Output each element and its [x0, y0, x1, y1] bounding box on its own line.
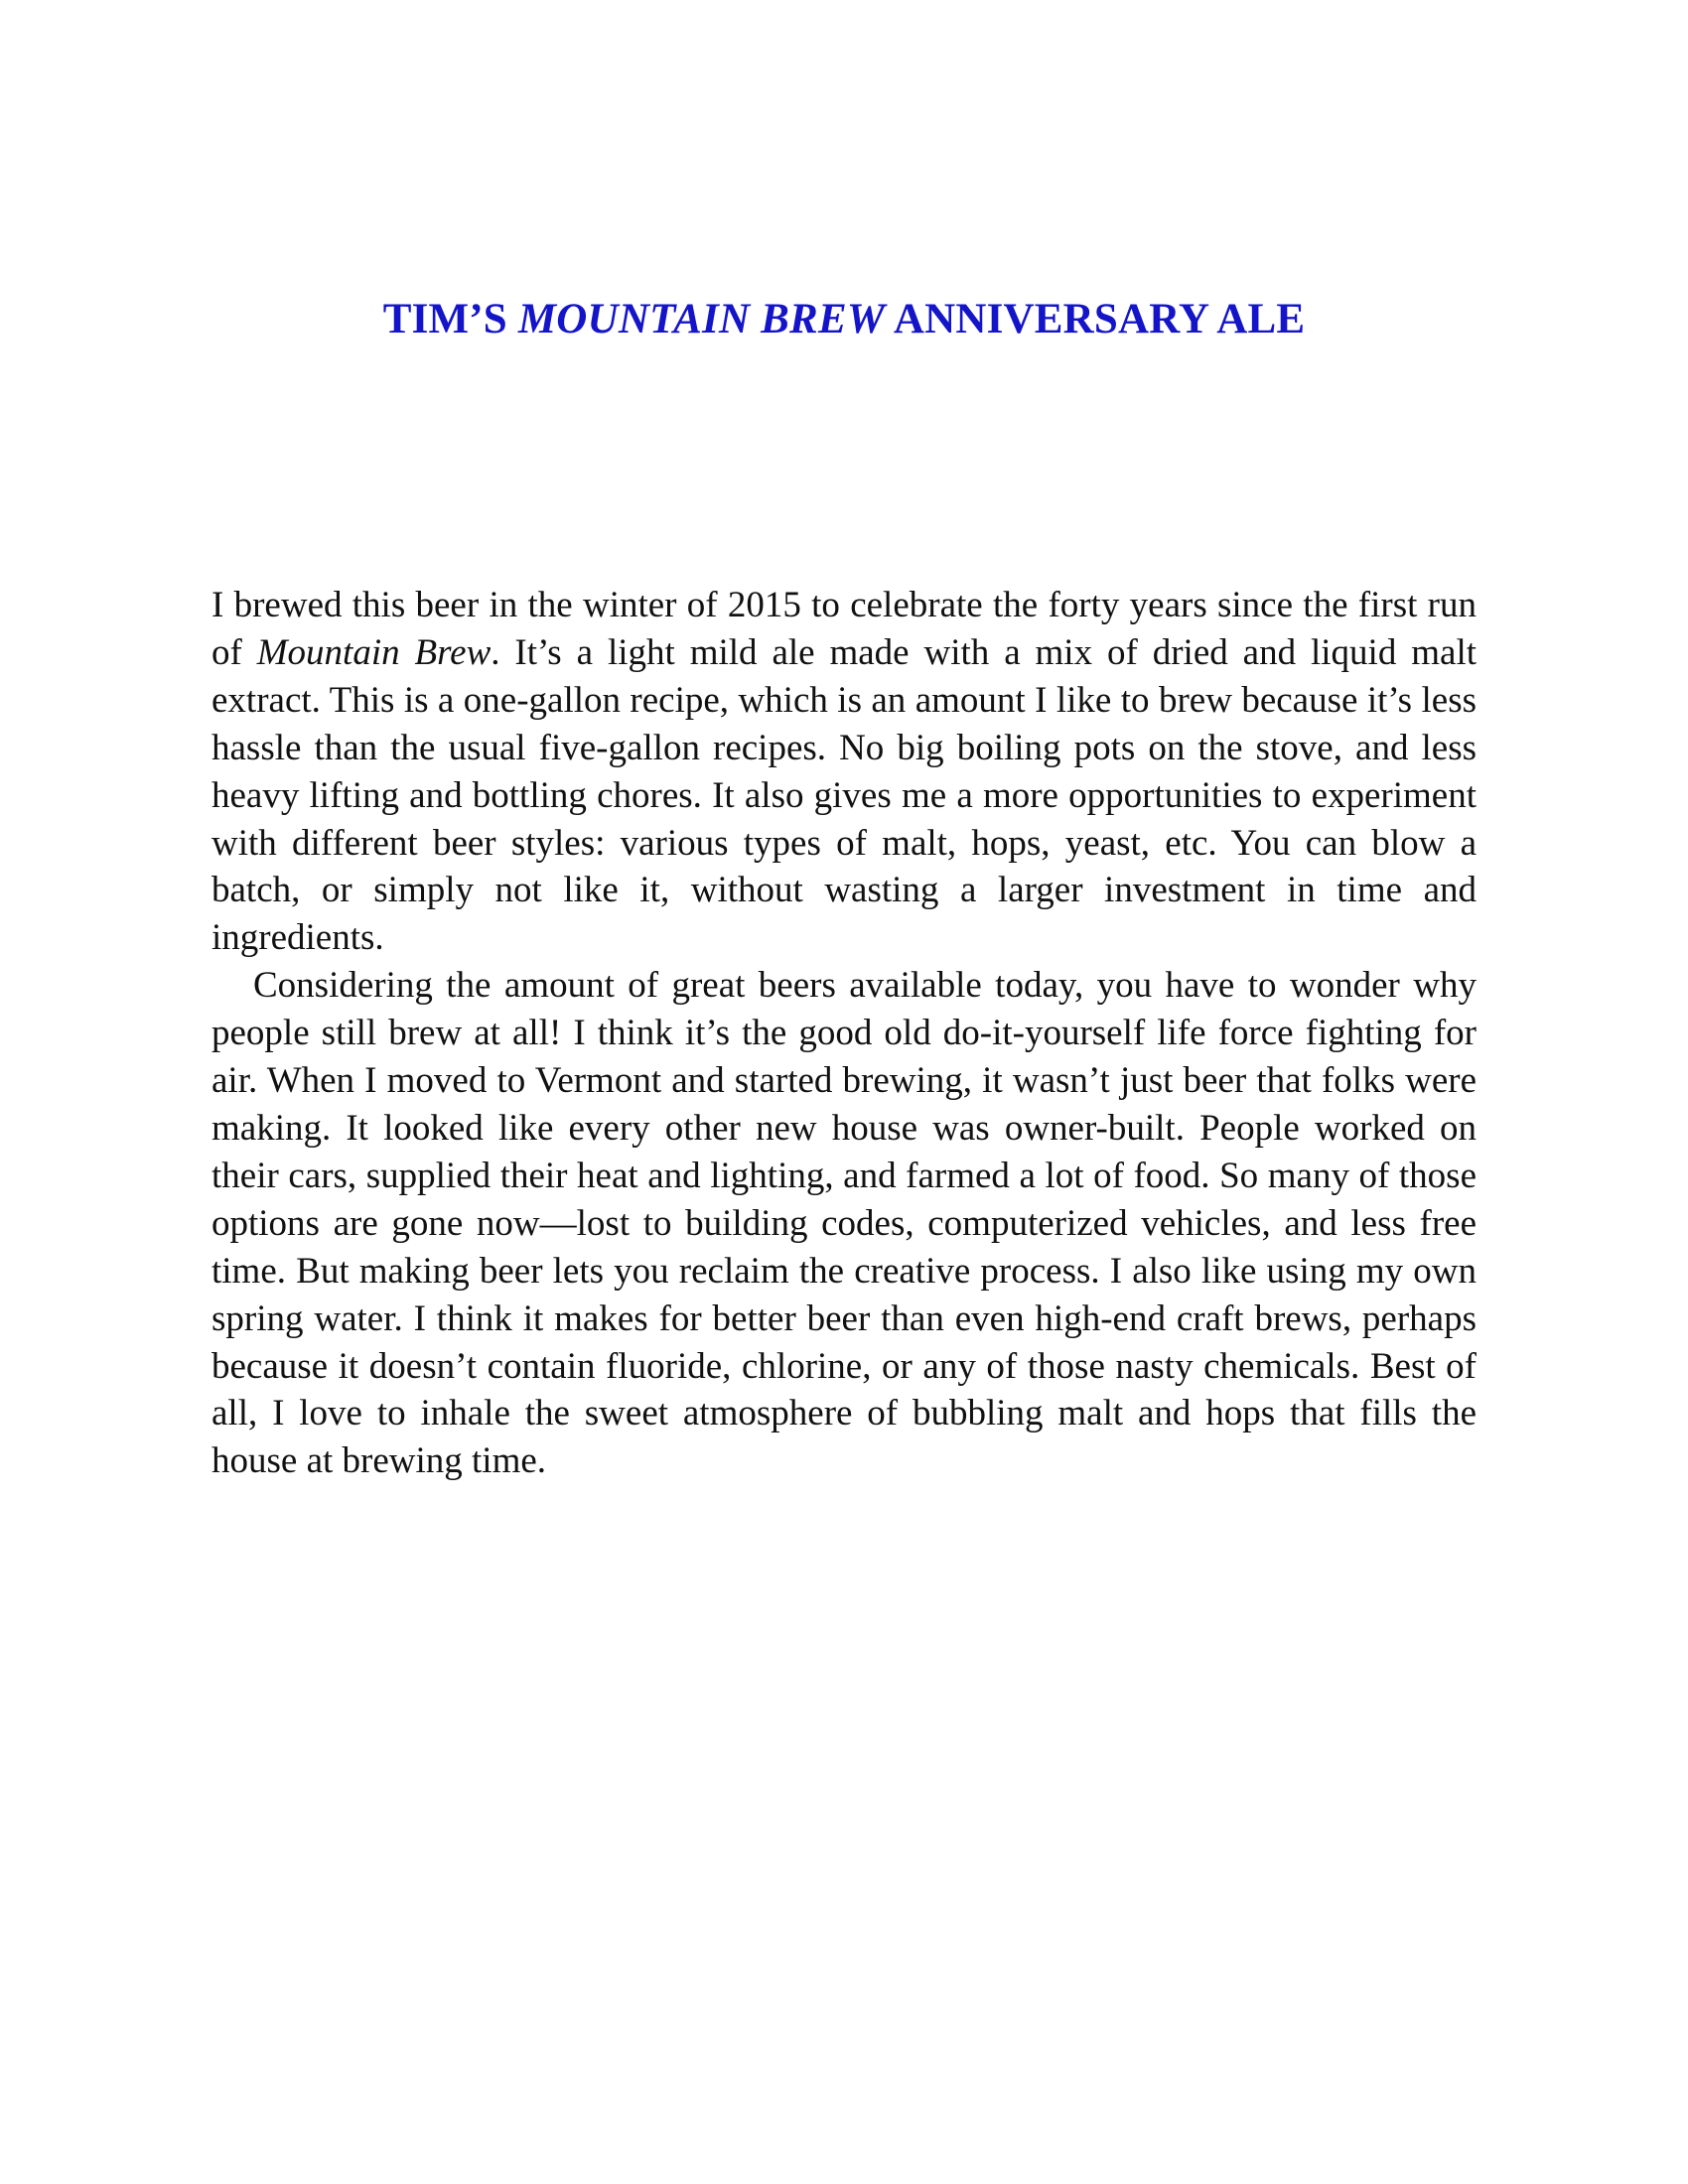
page-title — [0, 294, 1688, 345]
paragraph-1-before: I brewed this beer in the winter of 2015 to celebrate the forty years since the first run of — [211, 585, 1477, 673]
body-text — [211, 582, 1477, 1485]
title-part-2-italic: MOUNTAIN BREW — [517, 296, 886, 342]
paragraph-2: Considering the amount of great beers available today, you have to wonder why people still brew at all! I think it’s the good old do-it-yourself life force fighting for air. When I moved to Vermont and started brewing, it wasn’t just beer that folks were making. It looked like every other new house was owner-built. People worked on their cars, supplied their heat and lighting, and farmed a lot of food. So many of those options are gone now—lost to building codes, computerized vehicles, and less free time. But making beer lets you reclaim the creative process. I also like using my own spring water. I think it makes for better beer than even high-end craft brews, perhaps because it doesn’t contain fluoride, chlorine, or any of those nasty chemicals. Best of all, I love to inhale the sweet atmosphere of bubbling malt and hops that fills the house at brewing time. — [211, 965, 1477, 1482]
title-part-3: ANNIVERSARY ALE — [885, 296, 1306, 342]
paragraph-1-italic: Mountain Brew — [256, 631, 492, 673]
title-part-1: TIM’S — [382, 296, 518, 342]
paragraph-1-after: . It’s a light mild ale made with a mix of dried and liquid malt extract. This is a one-gallon recipe, which is an amount I like to brew because it’s less hassle than the usual five-gallon recipes. No big boiling pots on the stove, and less heavy lifting and bottling chores. It also gives me a more opportunities to experiment with different beer styles: various types of malt, hops, yeast, etc. You can blow a batch, or simply not like it, without wasting a larger investment in time and ingredients. — [211, 631, 1477, 959]
paragraph-1 — [211, 582, 1477, 962]
